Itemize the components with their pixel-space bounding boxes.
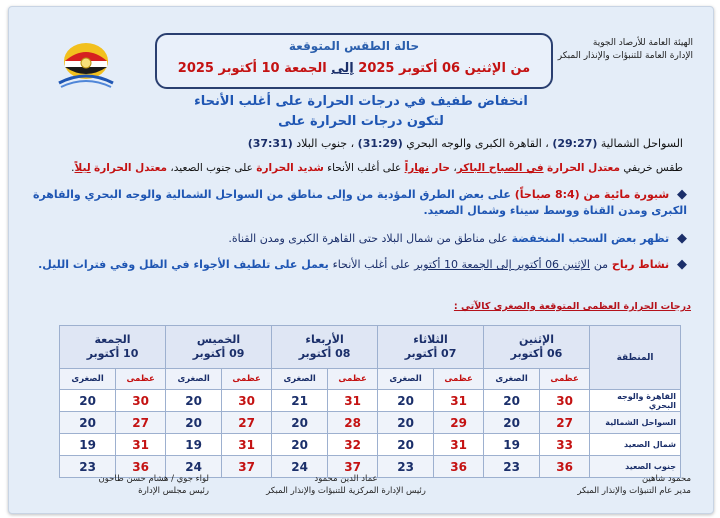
- desc-part: ليلاً: [74, 162, 91, 174]
- max-temp: 29: [434, 412, 484, 434]
- max-temp: 36: [434, 456, 484, 478]
- day-name: الثلاثاء: [413, 333, 448, 346]
- day-date: 07 أكتوبر: [404, 347, 457, 360]
- min-temp: 20: [484, 412, 540, 434]
- signer-name: عماد الدين محمود: [314, 474, 378, 484]
- desc-part: على جنوب الصعيد،: [170, 162, 253, 174]
- bullet-clouds: [15, 231, 687, 247]
- region-header: المنطقة: [590, 326, 681, 390]
- day-name: الأربعاء: [305, 333, 344, 346]
- wind-effect: يعمل على تلطيف الأجواء: [193, 258, 329, 271]
- min-label: الصغرى: [272, 369, 328, 390]
- day-name: الخميس: [196, 333, 241, 346]
- headline-1: انخفاض طفيف في درجات الحرارة على أغلب الأنحاء: [194, 94, 528, 109]
- max-temp: 31: [116, 434, 166, 456]
- max-temp: 30: [540, 390, 590, 412]
- max-temp: 30: [222, 390, 272, 412]
- range-a-value: (29:27): [552, 137, 598, 150]
- temperature-ranges: [23, 137, 683, 150]
- max-label: عظمى: [540, 369, 590, 390]
- to-word: إلى: [331, 61, 354, 76]
- max-temp: 27: [116, 412, 166, 434]
- from-word: من: [510, 61, 531, 76]
- signature-middle: [251, 473, 441, 497]
- min-label: الصغرى: [378, 369, 434, 390]
- signer-title: رئيس مجلس الإدارة: [138, 486, 209, 496]
- desc-part: طقس خريفي: [623, 162, 683, 174]
- wind-warning: نشاط رياح: [611, 258, 670, 271]
- desc-part: .: [71, 162, 75, 174]
- max-temp: 33: [540, 434, 590, 456]
- wind-detail: في الظل وفي فترات الليل.: [38, 258, 190, 271]
- min-temp: 20: [378, 390, 434, 412]
- min-temp: 23: [484, 456, 540, 478]
- table-row: [60, 412, 681, 434]
- min-temp: 20: [378, 412, 434, 434]
- bullet-fog: [15, 187, 687, 219]
- max-temp: 31: [434, 390, 484, 412]
- date-end: الجمعة 10 أكتوبر 2025: [177, 61, 327, 76]
- date-start: الإثنين 06 أكتوبر 2025: [358, 61, 506, 76]
- max-temp: 32: [328, 434, 378, 456]
- min-temp: 20: [166, 412, 222, 434]
- desc-part: في الصباح الباكر: [456, 162, 544, 174]
- min-temp: 21: [272, 390, 328, 412]
- range-a-label: السواحل الشمالية: [600, 137, 683, 150]
- fog-detail: على بعض الطرق المؤدية من وإلى مناطق من السواحل الشمالية والوجه البحري والقاهرة الكبرى ومدن القناة ووسط سيناء وشمال الصعيد.: [32, 188, 687, 217]
- min-temp: 23: [378, 456, 434, 478]
- min-temp: 20: [484, 390, 540, 412]
- desc-part: شديد الحرارة: [256, 162, 324, 174]
- title-box: [155, 33, 553, 89]
- max-temp: 37: [328, 456, 378, 478]
- max-temp: 31: [222, 434, 272, 456]
- ema-logo-icon: [53, 39, 119, 89]
- bullet-diamond-icon: ◆: [677, 231, 687, 246]
- max-temp: 28: [328, 412, 378, 434]
- region-name: جنوب الصعيد: [590, 456, 681, 478]
- min-temp: 19: [484, 434, 540, 456]
- day-header: [484, 326, 590, 369]
- day-name: الجمعة: [94, 333, 131, 346]
- max-label: عظمى: [222, 369, 272, 390]
- range-b-value: (31:29): [357, 137, 403, 150]
- desc-part: معتدل الحرارة: [94, 162, 168, 174]
- desc-part: على أغلب الأنحاء: [327, 162, 402, 174]
- desc-part: نهاراً: [404, 162, 430, 174]
- max-temp: 37: [222, 456, 272, 478]
- day-header: [166, 326, 272, 369]
- temperature-table: [59, 325, 681, 478]
- min-temp: 20: [272, 412, 328, 434]
- max-label: عظمى: [328, 369, 378, 390]
- max-temp: 36: [540, 456, 590, 478]
- wind-from: من: [593, 258, 609, 271]
- signer-name: محمود شاهين: [641, 474, 691, 484]
- day-date: 09 أكتوبر: [192, 347, 245, 360]
- forecast-bulletin: [8, 6, 714, 514]
- region-name: السواحل الشمالية: [590, 412, 681, 434]
- day-header: [272, 326, 378, 369]
- min-temp: 20: [272, 434, 328, 456]
- range-b-label: ، القاهرة الكبرى والوجه البحري: [406, 137, 549, 150]
- min-temp: 24: [272, 456, 328, 478]
- max-temp: 36: [116, 456, 166, 478]
- day-header: [60, 326, 166, 369]
- min-temp: 24: [166, 456, 222, 478]
- min-temp: 20: [378, 434, 434, 456]
- min-temp: 19: [166, 434, 222, 456]
- region-name: شمال الصعيد: [590, 434, 681, 456]
- max-temp: 30: [116, 390, 166, 412]
- min-temp: 23: [60, 456, 116, 478]
- max-label: عظمى: [434, 369, 484, 390]
- desc-part: معتدل الحرارة: [546, 162, 620, 174]
- max-label: عظمى: [116, 369, 166, 390]
- forecast-period: [157, 61, 551, 76]
- clouds-warning: تظهر بعض السحب المنخفضة: [511, 232, 670, 245]
- fog-warning: شبورة مائية من (8:4 صباحاً): [514, 188, 670, 201]
- signer-name: لواء جوي / هشام حسن طاحون: [98, 474, 209, 484]
- table-row: [60, 434, 681, 456]
- org-line-1: الهيئة العامة للأرصاد الجوية: [592, 38, 693, 48]
- clouds-detail: على مناطق من شمال البلاد حتى القاهرة الكبرى ومدن القناة.: [228, 232, 508, 245]
- max-temp: 27: [222, 412, 272, 434]
- table-sub-header-row: [60, 369, 681, 390]
- wind-period: الإثنين 06 أكتوبر إلى الجمعة 10 أكتوبر: [414, 258, 590, 271]
- region-name: القاهرة والوجه البحري: [590, 390, 681, 412]
- max-temp: 31: [434, 434, 484, 456]
- min-label: الصغرى: [484, 369, 540, 390]
- day-header: [378, 326, 484, 369]
- day-date: 08 أكتوبر: [298, 347, 351, 360]
- bullet-wind: [15, 257, 687, 273]
- headline-2: لتكون درجات الحرارة على: [278, 114, 444, 129]
- day-date: 10 أكتوبر: [86, 347, 139, 360]
- min-temp: 20: [60, 390, 116, 412]
- signer-title: مدير عام التنبؤات والإنذار المبكر: [577, 486, 691, 496]
- wind-area: على أغلب الأنحاء: [332, 258, 411, 271]
- day-name: الإثنين: [519, 333, 554, 346]
- org-line-2: الإدارة العامة للتنبؤات والإنذار المبكر: [557, 51, 693, 61]
- table-day-header-row: [60, 326, 681, 369]
- min-label: الصغرى: [60, 369, 116, 390]
- page-title: حالة الطقس المتوقعة: [288, 39, 420, 53]
- max-temp: 31: [328, 390, 378, 412]
- desc-part: ،: [453, 162, 457, 174]
- signature-right: [521, 473, 691, 497]
- min-temp: 20: [166, 390, 222, 412]
- range-c-label: ، جنوب البلاد: [296, 137, 355, 150]
- signer-title: رئيس الإدارة المركزية للتنبؤات والإنذار المبكر: [266, 486, 426, 496]
- bullet-diamond-icon: ◆: [677, 257, 687, 272]
- max-temp: 27: [540, 412, 590, 434]
- signature-left: [49, 473, 209, 497]
- desc-part: حار: [432, 162, 450, 174]
- min-temp: 19: [60, 434, 116, 456]
- min-temp: 20: [60, 412, 116, 434]
- table-caption: درجات الحرارة العظمى المتوقعة والصغرى كالآتي :: [453, 301, 691, 312]
- table-row: [60, 390, 681, 412]
- min-label: الصغرى: [166, 369, 222, 390]
- range-c-value: (37:31): [247, 137, 293, 150]
- bullet-diamond-icon: ◆: [677, 187, 687, 202]
- day-date: 06 أكتوبر: [510, 347, 563, 360]
- org-header: [553, 37, 693, 63]
- weather-description: [15, 162, 683, 174]
